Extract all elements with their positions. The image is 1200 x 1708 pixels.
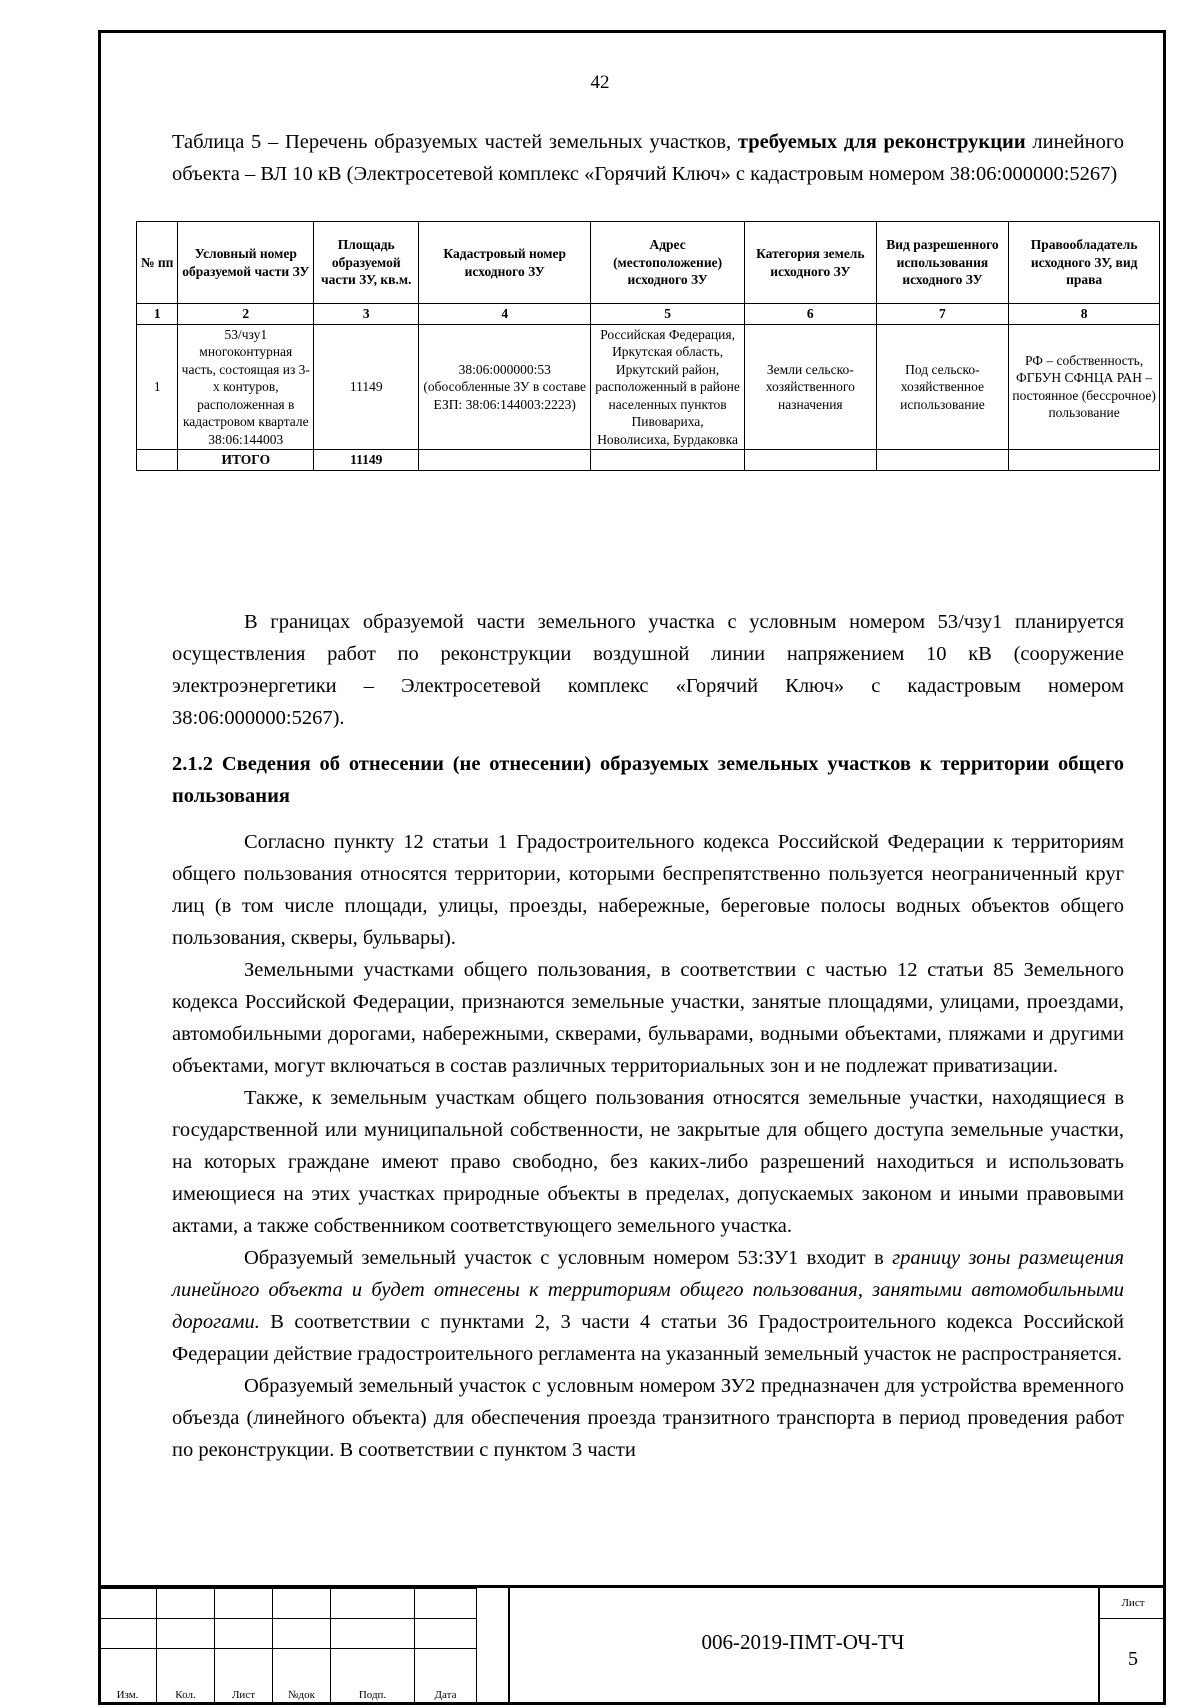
header-cell: Категория земель исходного ЗУ	[745, 222, 877, 304]
cell	[876, 450, 1009, 471]
cell	[1009, 450, 1160, 471]
header-row	[137, 222, 1160, 304]
tb-col-label: №док	[273, 1649, 331, 1705]
col-number: 7	[876, 304, 1009, 325]
cell	[137, 450, 178, 471]
header-cell: Вид разрешенного использования исходного ЗУ	[876, 222, 1009, 304]
caption-bold: требуемых для реконструкции	[737, 131, 1026, 153]
sheet-label: Лист	[1100, 1588, 1166, 1619]
paragraph: Согласно пункту 12 статьи 1 Градостроительного кодекса Российской Федерации к территориям общего пользования относятся территории, которыми беспрепятственно пользуется неограниченный круг лиц (в том числе площади, улицы, проезды, набережные, береговые полосы водных объектов общего пользования, скверы, бульвары).	[172, 831, 1124, 949]
tb-col-label: Изм.	[99, 1649, 157, 1705]
document-code: 006-2019-ПМТ-ОЧ-ТЧ	[701, 1630, 905, 1654]
text: В соответствии с пунктами 2, 3 части 4 статьи 36 Градостроительного кодекса Российской Федерации действие градостроительного регламента на указанный земельный участок не распространяется.	[172, 1311, 1124, 1365]
col-number: 5	[591, 304, 745, 325]
tb-col-label: Кол.	[157, 1649, 215, 1705]
header-cell: Правообладатель исходного ЗУ, вид права	[1009, 222, 1160, 304]
cell: Под сельско-хозяйственное использование	[876, 324, 1009, 450]
header-cell: Кадастровый номер исходного ЗУ	[419, 222, 591, 304]
land-parts-table	[136, 221, 1160, 471]
text: Образуемый земельный участок с условным номером 53:ЗУ1 входит в	[244, 1247, 893, 1269]
revision-table	[98, 1588, 477, 1705]
cell: 11149	[314, 324, 419, 450]
col-number: 4	[419, 304, 591, 325]
paragraph: Земельными участками общего пользования, в соответствии с частью 12 статьи 85 Земельного кодекса Российской Федерации, признаются земельные участки, занятые площадями, улицами, проездами, автомобильными дорогами, набережными, скверами, бульварами, водными объектами, пляжами и другими объектами, могут включаться в состав различных территориальных зон и не подлежат приватизации.	[172, 959, 1124, 1077]
column-number-row	[137, 304, 1160, 325]
total-value: 11149	[314, 450, 419, 471]
total-row	[137, 450, 1160, 471]
table-row	[137, 324, 1160, 450]
body-text	[172, 606, 1124, 1466]
cell: Российская Федерация, Иркутская область, Иркутский район, расположенный в районе населенных пунктов Пивовариха, Новолисиха, Бурдаковка	[591, 324, 745, 450]
page-number: 42	[590, 72, 610, 93]
col-number: 2	[178, 304, 314, 325]
header-cell: № пп	[137, 222, 178, 304]
caption-prefix: Таблица 5 – Перечень образуемых частей земельных участков,	[172, 131, 738, 153]
cell: 38:06:000000:53 (обособленные ЗУ в составе ЕЗП: 38:06:144003:2223)	[419, 324, 591, 450]
tb-col-label: Лист	[215, 1649, 273, 1705]
header-cell: Площадь образуемой части ЗУ, кв.м.	[314, 222, 419, 304]
paragraph	[172, 1242, 1124, 1370]
cell	[591, 450, 745, 471]
cell	[419, 450, 591, 471]
sheet-number: 5	[1128, 1648, 1138, 1670]
cell: Земли сельско-хозяйственного назначения	[745, 324, 877, 450]
section-heading: 2.1.2 Сведения об отнесении (не отнесении) образуемых земельных участков к территории общего пользования	[172, 753, 1124, 807]
title-block	[98, 1585, 1166, 1708]
header-cell: Адрес (местоположение) исходного ЗУ	[591, 222, 745, 304]
italic-text: границу зоны размещения линейного объекта и будет отнесены к территориям общего пользования, занятыми автомобильными дорогами.	[172, 1247, 1124, 1333]
col-number: 6	[745, 304, 877, 325]
cell: РФ – собственность, ФГБУН СФНЦА РАН – постоянное (бессрочное) пользование	[1009, 324, 1160, 450]
total-label: ИТОГО	[178, 450, 314, 471]
paragraph: Также, к земельным участкам общего пользования относятся земельные участки, находящиеся в государственной или муниципальной собственности, не закрытые для общего доступа земельные участки, на которых граждане имеют право свободно, без каких-либо разрешений находиться и использовать имеющиеся на этих участках природные объекты в пределах, допускаемых законом и иными правовыми актами, а также собственником соответствующего земельного участка.	[172, 1087, 1124, 1237]
cell: 1	[137, 324, 178, 450]
cell	[745, 450, 877, 471]
col-number: 1	[137, 304, 178, 325]
table-caption-block	[172, 126, 1124, 190]
col-number: 3	[314, 304, 419, 325]
caption-suffix: линейного объекта – ВЛ 10 кВ (Электросетевой комплекс «Горячий Ключ» с кадастровым номером 38:06:000000:5267)	[172, 131, 1124, 185]
sheet-box	[1098, 1588, 1166, 1705]
table-caption	[172, 126, 1124, 190]
col-number: 8	[1009, 304, 1160, 325]
paragraph: Образуемый земельный участок с условным номером ЗУ2 предназначен для устройства временного объезда (линейного объекта) для обеспечения проезда транзитного транспорта в период проведения работ по реконструкции. В соответствии с пунктом 3 части	[172, 1375, 1124, 1461]
cell: 53/чзу1 многоконтурная часть, состоящая из 3-х контуров, расположенная в кадастровом квартале 38:06:144003	[178, 324, 314, 450]
paragraph: В границах образуемой части земельного участка с условным номером 53/чзу1 планируется осуществления работ по реконструкции воздушной линии напряжением 10 кВ (сооружение электроэнергетики – Электросетевой комплекс «Горячий Ключ» с кадастровым номером 38:06:000000:5267).	[172, 611, 1124, 729]
tb-col-label: Дата	[415, 1649, 477, 1705]
header-cell: Условный номер образуемой части ЗУ	[178, 222, 314, 304]
tb-col-label: Подп.	[331, 1649, 415, 1705]
